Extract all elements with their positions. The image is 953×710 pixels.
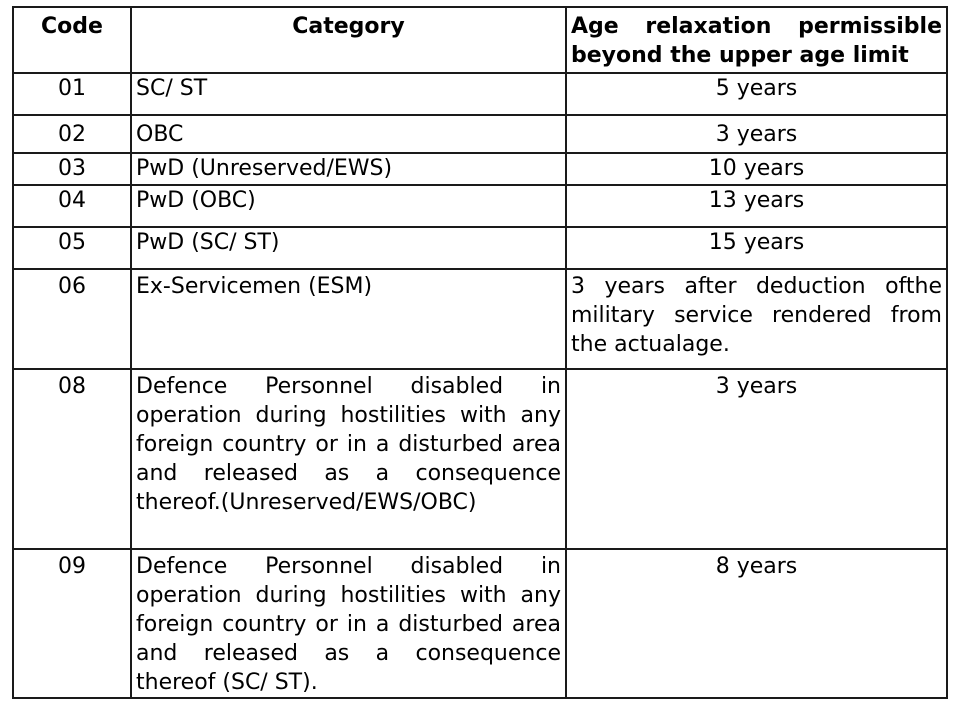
row-age: 15 years: [566, 227, 947, 269]
table-row: [13, 227, 947, 269]
row-age: 8 years: [566, 549, 947, 698]
header-age-relaxation: [566, 7, 947, 73]
table-row: [13, 73, 947, 115]
table-row: [13, 185, 947, 227]
row-category: Defence Personnel disabled in operation during hostilities with any foreign country or in a disturbed area and released as a consequence thereof.(Unreserved/EWS/OBC): [131, 369, 566, 549]
table-row: [13, 115, 947, 153]
row-category: SC/ ST: [131, 73, 566, 115]
row-code: 04: [13, 185, 131, 227]
row-category: Ex-Servicemen (ESM): [131, 269, 566, 369]
header-code: Code: [13, 7, 131, 73]
row-age: 3 years after deduction ofthe military service rendered from the actualage.: [566, 269, 947, 369]
header-age-line-1: Age relaxation permissible: [571, 14, 942, 39]
row-category: OBC: [131, 115, 566, 153]
row-age: 5 years: [566, 73, 947, 115]
row-code: 05: [13, 227, 131, 269]
header-category: Category: [131, 7, 566, 73]
row-age: 13 years: [566, 185, 947, 227]
row-age: 3 years: [566, 115, 947, 153]
table-row: [13, 153, 947, 185]
row-code: 02: [13, 115, 131, 153]
row-age: 10 years: [566, 153, 947, 185]
row-code: 01: [13, 73, 131, 115]
age-relaxation-table: [12, 6, 948, 699]
header-age-line-2: beyond the upper age limit: [571, 43, 909, 68]
row-code: 09: [13, 549, 131, 698]
header-row: [13, 7, 947, 73]
table-row: [13, 269, 947, 369]
row-category: Defence Personnel disabled in operation during hostilities with any foreign country or in a disturbed area and released as a consequence thereof (SC/ ST).: [131, 549, 566, 698]
table-row: [13, 369, 947, 549]
row-category: PwD (SC/ ST): [131, 227, 566, 269]
row-code: 08: [13, 369, 131, 549]
row-category: PwD (OBC): [131, 185, 566, 227]
row-age: 3 years: [566, 369, 947, 549]
row-code: 03: [13, 153, 131, 185]
row-code: 06: [13, 269, 131, 369]
row-category: PwD (Unreserved/EWS): [131, 153, 566, 185]
table-row: [13, 549, 947, 698]
